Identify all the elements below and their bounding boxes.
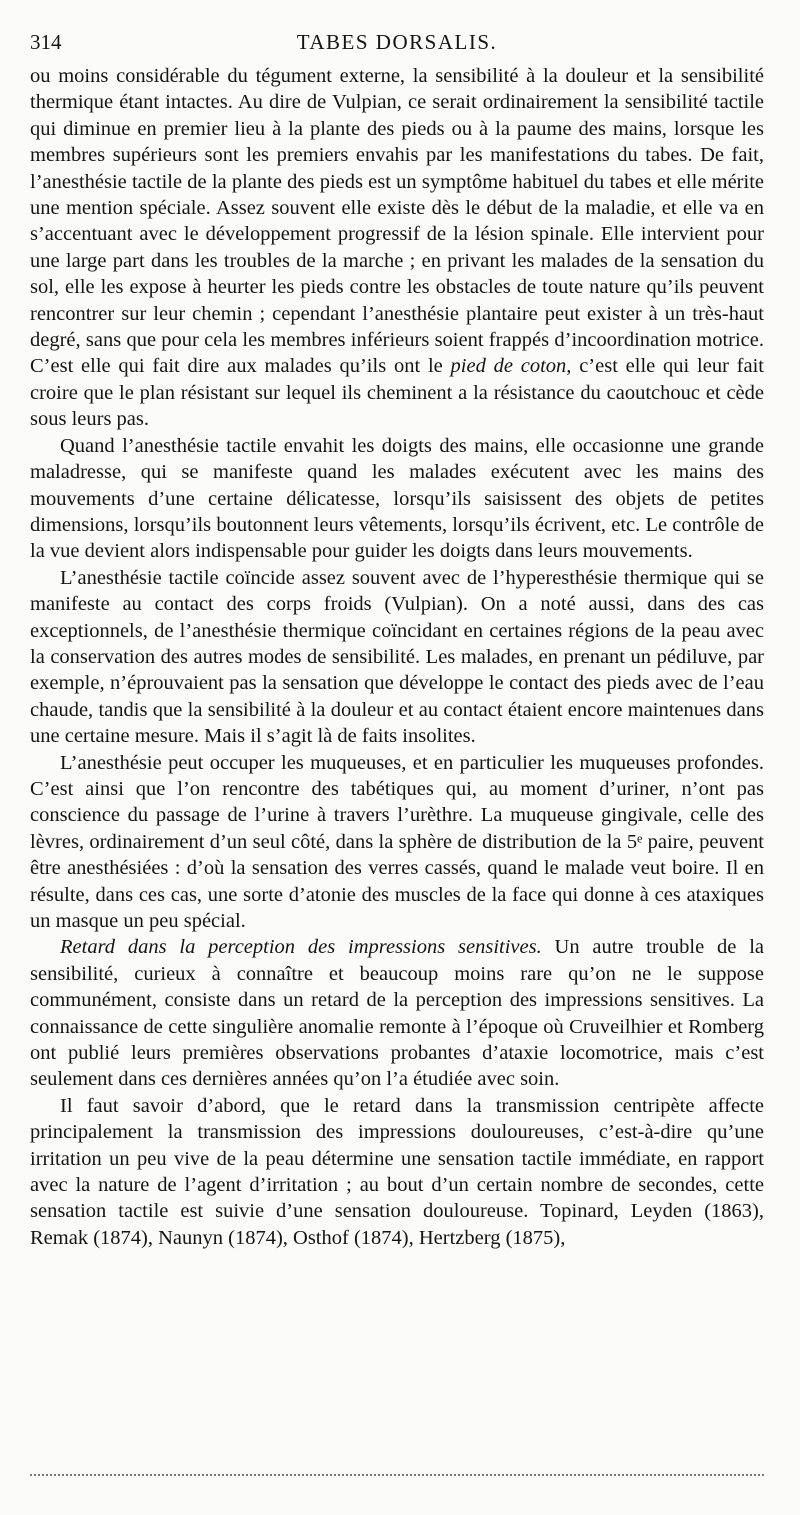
running-title: TABES DORSALIS. (296, 30, 498, 54)
paragraph-1-text: ou moins considérable du tégument externe, la sensibilité à la douleur et la sensibilité thermique étant intactes. Au dire de Vulpian, ce serait ordinairement la sensibilité tactile qui diminue en premier lieu à la plante des pieds ou à la paume des mains, lorsque les membres supérieurs sont les premiers envahis par les manifestations du tabes. De fait, l’anesthésie tactile de la plante des pieds est un symptôme habituel du tabes et elle mérite une mention spéciale. Assez souvent elle existe dès le début de la maladie, et elle va en s’accentuant avec le développement progressif de la lésion spinale. Elle intervient pour une large part dans les troubles de la marche ; en privant les malades de la sensation du sol, elle les expose à heurter les pieds contre les obstacles de toute nature qu’ils peuvent rencontrer sur leur chemin ; cependant l’anesthésie plantaire peut exister à un très-haut degré, sans que pour cela les membres inférieurs soient frappés d’incoordination motrice. C’est elle qui fait dire aux malades qu’ils ont le (30, 65, 764, 378)
paragraph-6-text: Il faut savoir d’abord, que le retard dans la transmission centripète affecte principalement la transmission des impressions douloureuses, c’est-à-dire qu’une irritation un peu vive de la peau détermine une sensation tactile immédiate, en rapport avec la nature de l’agent d’irritation ; au bout d’un certain nombre de secondes, cette sensation tactile est suivie d’une sensation douloureuse. Topinard, Leyden (1863), Remak (1874), Naunyn (1874), Osthof (1874), Hertzberg (1875), (30, 1094, 764, 1249)
paragraph-2-text: Quand l’anesthésie tactile envahit les doigts des mains, elle occasionne une grande maladresse, qui se manifeste quand les malades exécutent avec les mains des mouvements d’une certaine délicatesse, lorsqu’ils saisissent des objets de petites dimensions, lorsqu’ils boutonnent leurs vêtements, lorsqu’ils écrivent, etc. Le contrôle de la vue devient alors indispensable pour guider les doigts dans leurs mouvements. (30, 434, 764, 563)
paragraph-5 (30, 934, 764, 1092)
paragraph-2 (30, 433, 764, 565)
paragraph-1 (30, 63, 764, 433)
body-text (30, 63, 764, 1251)
paragraph-3-text: L’anesthésie tactile coïncide assez souvent avec de l’hyperesthésie thermique qui se manifeste au contact des corps froids (Vulpian). On a noté aussi, dans des cas exceptionnels, de l’anesthésie thermique coïncidant en certaines régions de la peau avec la conservation des autres modes de sensibilité. Les malades, en prenant un pédiluve, par exemple, n’éprouvaient pas la sensation que développe le contact des pieds avec de l’eau chaude, tandis que la sensibilité à la douleur et au contact étaient encore maintenues dans une certaine mesure. Mais il s’agit là de faits insolites. (30, 566, 764, 748)
paragraph-5-text: Un autre trouble de la sensibilité, curieux à connaître et beaucoup moins rare qu’on ne le suppose communément, consiste dans un retard de la perception des impressions sensitives. La connaissance de cette singulière anomalie remonte à l’époque où Cruveilhier et Romberg ont publié leurs premières observations probantes d’ataxie locomotrice, mais c’est seulement dans ces dernières années qu’on l’a étudiée avec soin. (30, 936, 764, 1091)
paragraph-1-italic: pied de coton, (450, 355, 572, 378)
paragraph-4 (30, 750, 764, 935)
paragraph-6 (30, 1093, 764, 1251)
page-header (30, 30, 764, 58)
paragraph-1-text-after: c’est elle qui leur fait croire que le plan résistant sur lequel ils cheminent a la résistance du caoutchouc et cède sous leurs pas. (30, 355, 765, 431)
page-number: 314 (30, 30, 62, 54)
paragraph-3 (30, 565, 764, 750)
footer-dotted-rule (30, 1474, 764, 1476)
section-heading-italic: Retard dans la perception des impressions sensitives. (60, 936, 542, 959)
paragraph-4-text: L’anesthésie peut occuper les muqueuses, et en particulier les muqueuses profondes. C’est ainsi que l’on rencontre des tabétiques qui, au moment d’uriner, n’ont pas conscience du passage de l’urine à travers l’urèthre. La muqueuse gingivale, celle des lèvres, ordinairement d’un seul côté, dans la sphère de distribution de la 5ᵉ paire, peuvent être anesthésiées : d’où la sensation des verres cassés, quand le malade veut boire. Il en résulte, dans ces cas, une sorte d’atonie des muscles de la face qui donne à ces ataxiques un masque un peu spécial. (30, 751, 764, 932)
